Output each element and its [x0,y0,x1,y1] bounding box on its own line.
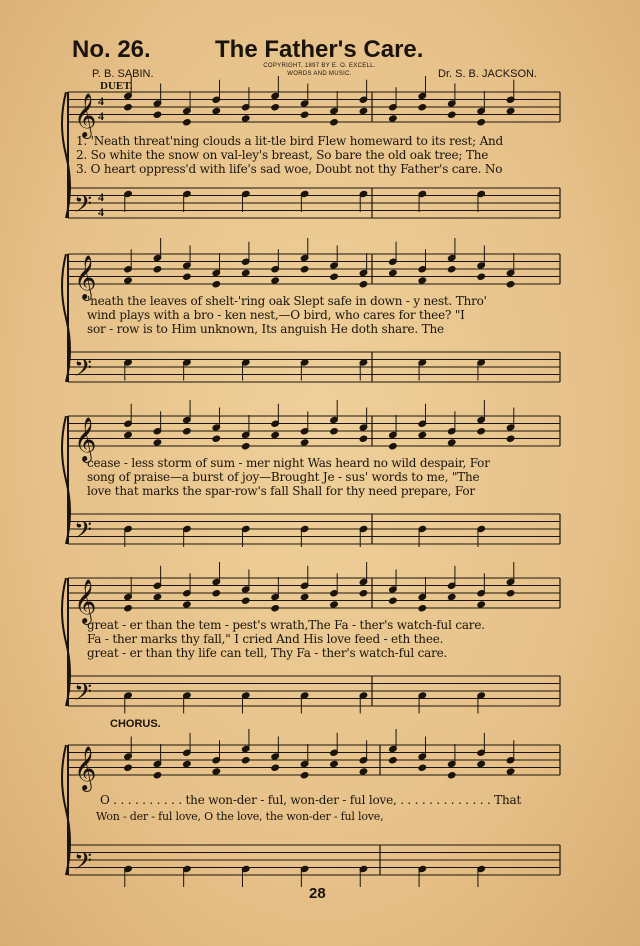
note-head [389,115,398,122]
note-head [241,115,250,122]
note-head [477,119,486,126]
time-signature: 4 [98,205,104,219]
duet-label: DUET. [100,80,133,92]
system5-verse2: Won - der - ful love, O the love, the won-der - ful love, [96,810,384,823]
note-head [124,277,133,284]
note-head [153,266,162,273]
note-head [271,764,280,771]
note-head [330,273,339,280]
note-head [418,605,427,612]
note-head [359,107,368,114]
bass-clef: 𝄢 [74,516,93,549]
note-head [447,111,456,118]
note-head [241,443,250,450]
note-head [271,277,280,284]
note-head [153,593,162,600]
note-head [330,760,339,767]
note-head [153,439,162,446]
system3-verse3: love that marks the spar-row's fall Shall for thy need prepare, For [87,484,475,498]
note-head [241,269,250,276]
note-head [359,768,368,775]
note-head [300,439,309,446]
system2-verse3: sor - row is to Him unknown, Its anguish He doth share. The [87,322,444,336]
note-head [418,277,427,284]
note-head [447,439,456,446]
note-head [330,119,339,126]
note-head [241,757,250,764]
note-head [389,597,398,604]
note-head [124,605,133,612]
time-signature: 4 [98,190,104,204]
copyright-line-1: COPYRIGHT, 1897 BY E. O. EXCELL. [263,63,376,69]
note-head [183,119,192,126]
note-head [506,107,515,114]
note-head [506,435,515,442]
lyricist-credit: P. B. SABIN. [92,68,154,80]
note-head [300,772,309,779]
note-head [153,772,162,779]
system2-verse2: wind plays with a bro - ken nest,—O bird, who cares for thee? "I [87,308,465,322]
note-head [330,428,339,435]
system3-verse2: song of praise—a burst of joy—Brought Je - sus' words to me, "The [87,470,480,484]
note-head [124,104,133,111]
treble-clef: 𝄞 [74,746,97,790]
note-head [300,593,309,600]
note-head [300,266,309,273]
bass-clef: 𝄢 [74,847,93,880]
note-head [506,590,515,597]
note-head [330,601,339,608]
note-head [183,273,192,280]
note-head [124,431,133,438]
note-head [212,590,221,597]
note-head [418,431,427,438]
note-head [389,443,398,450]
note-head [241,597,250,604]
system4-verse2: Fa - ther marks thy fall," I cried And His love feed - eth thee. [87,632,444,646]
note-head [271,605,280,612]
time-signature: 4 [98,94,104,108]
note-head [183,428,192,435]
system1-verse3: 3. O heart oppress'd with life's sad woe, Doubt not thy Father's care. No [76,162,503,176]
composer-credit: Dr. S. B. JACKSON. [438,68,538,80]
treble-clef: 𝄞 [74,255,97,299]
copyright-line-2: WORDS AND MUSIC. [287,71,352,77]
note-head [477,428,486,435]
bass-clef: 𝄢 [74,190,93,223]
note-head [124,764,133,771]
system4-verse3: great - er than thy life can tell, Thy Fa - ther's watch-ful care. [87,646,448,660]
note-head [359,590,368,597]
note-head [447,593,456,600]
note-head [153,111,162,118]
hymn-title: The Father's Care. [215,36,424,63]
note-head [212,435,221,442]
bass-clef: 𝄢 [74,678,93,711]
treble-clef: 𝄞 [74,417,97,461]
note-head [212,281,221,288]
note-head [418,764,427,771]
note-head [447,772,456,779]
system1-verse1: 1. 'Neath threat'ning clouds a lit-tle bird Flew homeward to its rest; And [76,134,504,148]
note-head [212,768,221,775]
treble-clef: 𝄞 [74,93,97,137]
system4-verse1: great - er than the tem - pest's wrath,The Fa - ther's watch-ful care. [87,618,485,632]
note-head [447,266,456,273]
page-number: 28 [309,885,326,902]
chorus-label: CHORUS. [110,718,161,730]
system3-verse1: cease - less storm of sum - mer night Was heard no wild despair, For [87,456,490,470]
treble-clef: 𝄞 [74,579,97,623]
system1-verse2: 2. So white the snow on val-ley's breast, So bare the old oak tree; The [76,148,489,162]
note-head [300,111,309,118]
hymn-number: No. 26. [72,36,151,63]
bass-clef: 𝄢 [74,354,93,387]
note-head [359,435,368,442]
system5-verse1: O . . . . . . . . . . the won-der - ful, won-der - ful love, . . . . . . . . . . . . . That [100,793,522,807]
note-head [506,281,515,288]
system2-verse1: 'neath the leaves of shelt-'ring oak Slept safe in down - y nest. Thro' [87,294,487,308]
note-head [477,760,486,767]
note-head [183,760,192,767]
note-head [506,768,515,775]
note-head [389,757,398,764]
note-head [389,269,398,276]
note-head [271,431,280,438]
note-head [477,273,486,280]
note-head [183,601,192,608]
note-head [359,281,368,288]
note-head [477,601,486,608]
note-head [212,107,221,114]
time-signature: 4 [98,109,104,123]
note-head [271,104,280,111]
note-head [418,104,427,111]
